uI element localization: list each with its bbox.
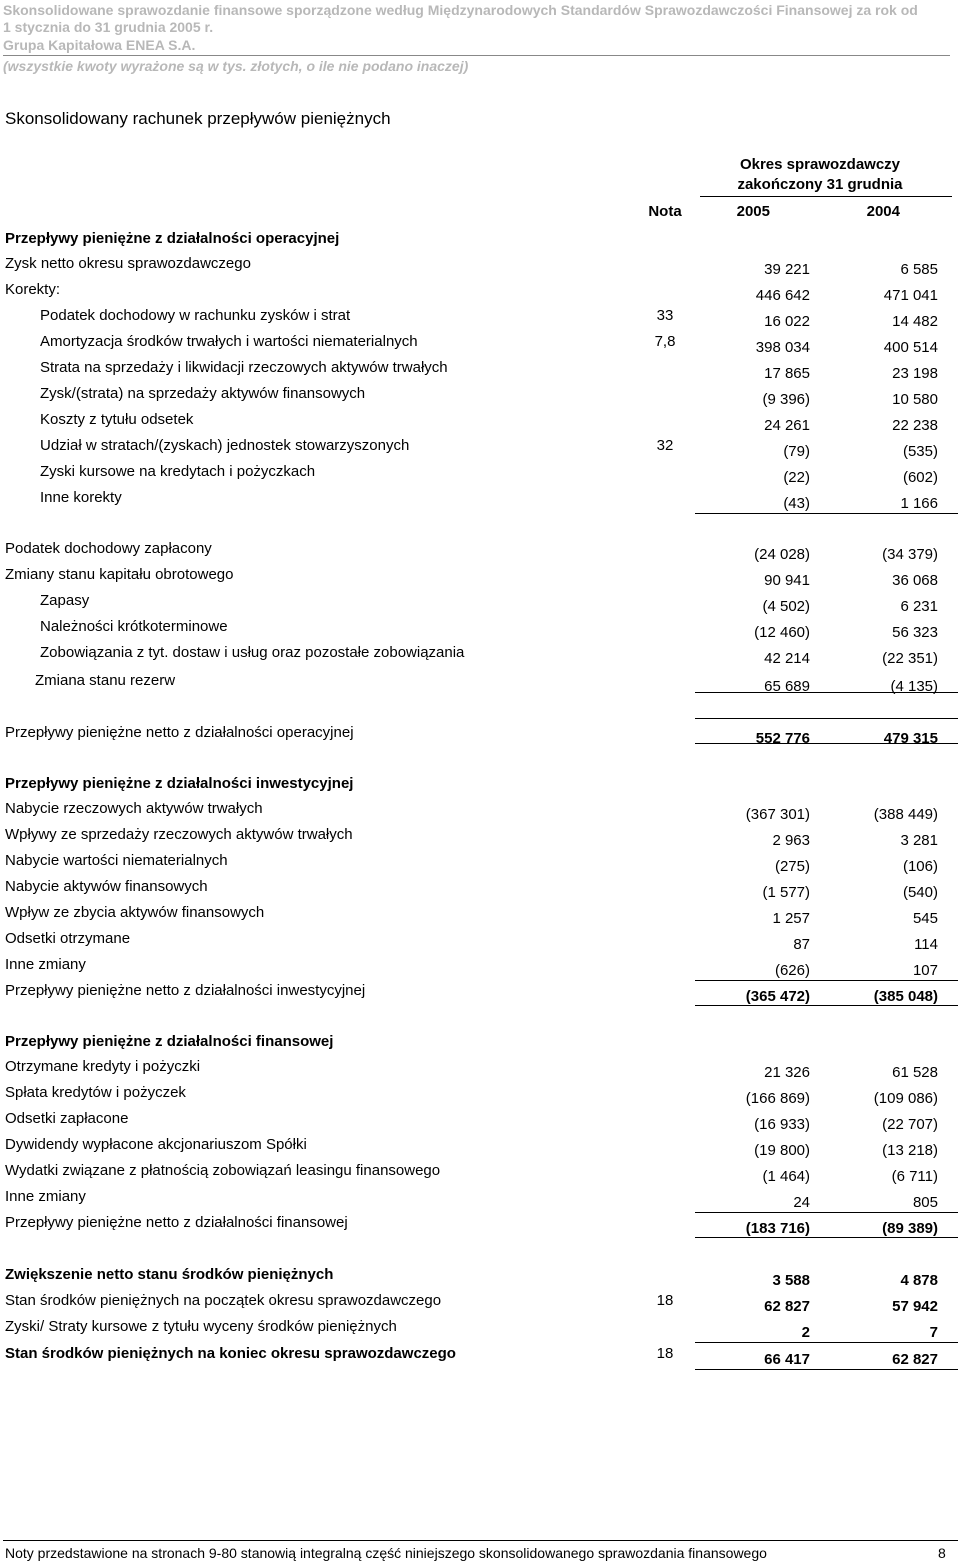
row-value-2005: 62 827 [764, 1298, 810, 1315]
section-operating: Przepływy pieniężne z działalności operacyjnej [5, 230, 340, 247]
table-row [0, 566, 960, 590]
table-row [0, 307, 960, 331]
row-value-2005: (16 933) [754, 1116, 810, 1133]
row-value-2004: 4 878 [900, 1272, 938, 1289]
table-row [0, 333, 960, 357]
row-label: Dywidendy wypłacone akcjonariuszom Spółki [5, 1136, 307, 1153]
row-value-2004: 62 827 [892, 1351, 938, 1368]
row-value-2004: (388 449) [873, 806, 938, 823]
row-note: 33 [656, 307, 674, 324]
row-value-2004: (22 707) [882, 1116, 938, 1133]
row-label: Inne zmiany [5, 1188, 86, 1205]
column-header-rule [700, 196, 952, 197]
page-title: Skonsolidowany rachunek przepływów pieniężnych [5, 109, 391, 128]
row-label: Stan środków pieniężnych na koniec okresu sprawozdawczego [5, 1345, 456, 1362]
row-value-2005: (12 460) [754, 624, 810, 641]
report-header-line2: 1 stycznia do 31 grudnia 2005 r. [3, 19, 214, 35]
table-row [0, 489, 960, 513]
section-financing: Przepływy pieniężne z działalności finansowej [5, 1033, 334, 1050]
table-row [0, 1292, 960, 1316]
footer-rule [3, 1540, 958, 1541]
row-label: Amortyzacja środków trwałych i wartości niematerialnych [40, 333, 418, 350]
row-value-2004: (602) [902, 469, 938, 486]
table-row [0, 1266, 960, 1290]
subtotal-rule [695, 980, 958, 981]
table-row [0, 956, 960, 980]
row-note: 18 [656, 1292, 674, 1309]
table-row [0, 982, 960, 1006]
row-label: Należności krótkoterminowe [40, 618, 228, 635]
row-value-2005: 24 261 [764, 417, 810, 434]
row-label: Nabycie wartości niematerialnych [5, 852, 228, 869]
subtotal-rule [695, 718, 958, 719]
table-row [0, 618, 960, 642]
row-value-2004: 7 [929, 1324, 938, 1341]
row-value-2005: 42 214 [764, 650, 810, 667]
row-label: Zmiany stanu kapitału obrotowego [5, 566, 234, 583]
row-value-2004: 6 231 [900, 598, 938, 615]
row-value-2004: (385 048) [873, 988, 938, 1005]
report-header-line1: Skonsolidowane sprawozdanie finansowe sporządzone według Międzynarodowych Standardów Sprawozdawczości Finansowej za rok od [3, 2, 918, 18]
row-value-2004: 23 198 [892, 365, 938, 382]
row-value-2004: (34 379) [882, 546, 938, 563]
row-value-2005: 39 221 [764, 261, 810, 278]
row-value-2004: 56 323 [892, 624, 938, 641]
row-value-2004: 6 585 [900, 261, 938, 278]
table-row [0, 878, 960, 902]
table-row [0, 411, 960, 435]
subtotal-rule [695, 1212, 958, 1213]
row-value-2004: 10 580 [892, 391, 938, 408]
row-label: Korekty: [5, 281, 61, 298]
row-label: Nabycie rzeczowych aktywów trwałych [5, 800, 263, 817]
row-value-2004: 22 238 [892, 417, 938, 434]
row-value-2005: 21 326 [764, 1064, 810, 1081]
row-note: 32 [656, 437, 674, 454]
table-row [0, 592, 960, 616]
row-label: Przepływy pieniężne netto z działalności operacyjnej [5, 724, 354, 741]
row-value-2004: (22 351) [882, 650, 938, 667]
row-label: Stan środków pieniężnych na początek okresu sprawozdawczego [5, 1292, 442, 1309]
report-header-company: Grupa Kapitałowa ENEA S.A. [3, 37, 196, 53]
row-label: Koszty z tytułu odsetek [40, 411, 194, 428]
row-value-2005: 552 776 [755, 730, 810, 747]
row-label: Zysk netto okresu sprawozdawczego [5, 255, 251, 272]
row-value-2004: (109 086) [873, 1090, 938, 1107]
column-year-2005: 2005 [736, 203, 770, 220]
table-row [0, 1345, 960, 1369]
row-value-2004: 14 482 [892, 313, 938, 330]
table-row [0, 385, 960, 409]
header-rule [3, 55, 950, 56]
row-value-2005: 16 022 [764, 313, 810, 330]
row-value-2005: (365 472) [745, 988, 810, 1005]
row-label: Odsetki otrzymane [5, 930, 131, 947]
row-label: Zapasy [40, 592, 90, 609]
row-value-2004: 805 [912, 1194, 938, 1211]
column-period-line2: zakończony 31 grudnia [737, 176, 903, 193]
row-value-2005: 66 417 [764, 1351, 810, 1368]
table-row [0, 255, 960, 279]
row-value-2005: 90 941 [764, 572, 810, 589]
row-label: Zwiększenie netto stanu środków pieniężnych [5, 1266, 334, 1283]
row-value-2005: 3 588 [772, 1272, 810, 1289]
row-label: Zyski/ Straty kursowe z tytułu wyceny środków pieniężnych [5, 1318, 397, 1335]
row-value-2005: 2 963 [772, 832, 810, 849]
row-value-2005: (1 464) [762, 1168, 810, 1185]
table-row [0, 1214, 960, 1238]
total-rule [695, 743, 958, 744]
total-rule [695, 1369, 958, 1370]
table-row [0, 1188, 960, 1212]
row-value-2005: (9 396) [762, 391, 810, 408]
section-investing: Przepływy pieniężne z działalności inwestycyjnej [5, 775, 354, 792]
row-value-2005: (183 716) [745, 1220, 810, 1237]
total-rule [695, 1005, 958, 1006]
row-value-2005: 24 [793, 1194, 810, 1211]
row-value-2004: (6 711) [891, 1168, 938, 1185]
row-value-2004: (106) [902, 858, 938, 875]
row-value-2005: 87 [793, 936, 810, 953]
row-value-2004: 479 315 [883, 730, 938, 747]
row-value-2004: 1 166 [900, 495, 938, 512]
table-row [0, 1136, 960, 1160]
table-row [0, 904, 960, 928]
row-value-2004: 57 942 [892, 1298, 938, 1315]
table-row [0, 437, 960, 461]
row-label: Nabycie aktywów finansowych [5, 878, 208, 895]
row-label: Wydatki związane z płatnością zobowiązań leasingu finansowego [5, 1162, 441, 1179]
row-value-2005: (626) [774, 962, 810, 979]
column-nota: Nota [648, 203, 682, 220]
row-value-2005: (166 869) [745, 1090, 810, 1107]
row-value-2005: (4 502) [762, 598, 810, 615]
row-label: Zysk/(strata) na sprzedaży aktywów finansowych [40, 385, 366, 402]
table-row [0, 724, 960, 748]
row-label: Strata na sprzedaży i likwidacji rzeczowych aktywów trwałych [40, 359, 448, 376]
row-value-2005: (43) [783, 495, 810, 512]
row-label: Spłata kredytów i pożyczek [5, 1084, 186, 1101]
row-label: Wpływy ze sprzedaży rzeczowych aktywów trwałych [5, 826, 353, 843]
row-value-2004: (4 135) [890, 678, 938, 695]
table-row [0, 1058, 960, 1082]
row-value-2005: (79) [783, 443, 810, 460]
row-label: Otrzymane kredyty i pożyczki [5, 1058, 201, 1075]
table-row [0, 1084, 960, 1108]
column-period-line1: Okres sprawozdawczy [739, 156, 901, 173]
row-label: Zobowiązania z tyt. dostaw i usług oraz pozostałe zobowiązania [40, 644, 465, 661]
subtotal-rule [695, 513, 958, 514]
table-row [0, 826, 960, 850]
row-value-2004: 36 068 [892, 572, 938, 589]
report-header-note: (wszystkie kwoty wyrażone są w tys. złotych, o ile nie podano inaczej) [3, 58, 469, 74]
table-row [0, 1318, 960, 1342]
row-label: Zmiana stanu rezerw [35, 672, 176, 689]
row-value-2005: (22) [783, 469, 810, 486]
row-label: Przepływy pieniężne netto z działalności inwestycyjnej [5, 982, 366, 999]
table-row [0, 540, 960, 564]
row-value-2005: (1 577) [762, 884, 810, 901]
row-value-2005: (19 800) [754, 1142, 810, 1159]
row-value-2004: 107 [912, 962, 938, 979]
table-row [0, 852, 960, 876]
row-value-2004: 400 514 [883, 339, 938, 356]
table-row [0, 359, 960, 383]
row-value-2004: 114 [914, 936, 938, 953]
row-value-2005: 1 257 [772, 910, 810, 927]
table-row [0, 1162, 960, 1186]
row-label: Inne zmiany [5, 956, 86, 973]
table-row [0, 644, 960, 668]
row-note: 18 [656, 1345, 674, 1362]
column-year-2004: 2004 [866, 203, 900, 220]
row-value-2004: (89 389) [882, 1220, 938, 1237]
table-row [0, 930, 960, 954]
row-label: Podatek dochodowy w rachunku zysków i strat [40, 307, 351, 324]
row-value-2004: 471 041 [883, 287, 938, 304]
row-value-2005: (275) [774, 858, 810, 875]
total-rule [695, 1237, 958, 1238]
row-value-2005: (24 028) [754, 546, 810, 563]
row-value-2004: (540) [902, 884, 938, 901]
row-value-2005: 446 642 [755, 287, 810, 304]
row-value-2005: 398 034 [755, 339, 810, 356]
row-value-2005: 17 865 [764, 365, 810, 382]
row-value-2004: 61 528 [892, 1064, 938, 1081]
table-row [0, 281, 960, 305]
row-value-2004: (13 218) [882, 1142, 938, 1159]
row-value-2004: 545 [912, 910, 938, 927]
row-label: Wpływ ze zbycia aktywów finansowych [5, 904, 265, 921]
table-row [0, 463, 960, 487]
row-label: Odsetki zapłacone [5, 1110, 129, 1127]
row-label: Udział w stratach/(zyskach) jednostek stowarzyszonych [40, 437, 410, 454]
footer-note: Noty przedstawione na stronach 9-80 stanowią integralną część niniejszego skonsolidowanego sprawozdania finansowego [5, 1545, 767, 1561]
row-label: Podatek dochodowy zapłacony [5, 540, 212, 557]
row-label: Przepływy pieniężne netto z działalności finansowej [5, 1214, 348, 1231]
page-number: 8 [938, 1545, 946, 1561]
table-row [0, 1110, 960, 1134]
row-label: Zyski kursowe na kredytach i pożyczkach [40, 463, 316, 480]
row-value-2004: 3 281 [900, 832, 938, 849]
subtotal-rule [695, 1342, 958, 1343]
row-label: Inne korekty [40, 489, 122, 506]
table-row [0, 800, 960, 824]
row-value-2005: 65 689 [764, 678, 810, 695]
row-note: 7,8 [654, 333, 676, 350]
row-value-2005: (367 301) [745, 806, 810, 823]
row-value-2004: (535) [902, 443, 938, 460]
row-value-2005: 2 [801, 1324, 810, 1341]
subtotal-rule [695, 692, 958, 693]
